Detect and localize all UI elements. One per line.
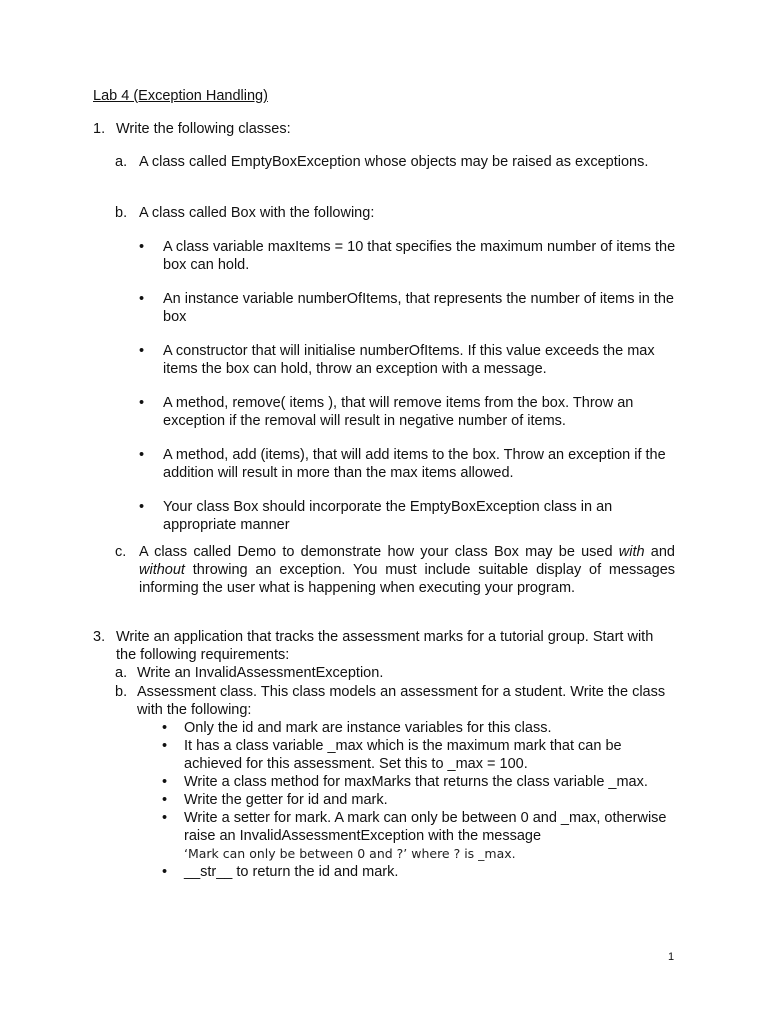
list-item: • It has a class variable _max which is the maximum mark that can be achieved for this assessment. Set this to _max = 100.: [162, 738, 622, 772]
question-1a-label: a.: [115, 154, 128, 170]
question-3b-bullets: [160, 719, 680, 881]
question-1-text: Write the following classes:: [116, 121, 291, 137]
document-title: Lab 4 (Exception Handling): [93, 88, 268, 104]
list-item: • A constructor that will initialise numberOfItems. If this value exceeds the max items the box can hold, throw an exception with a message.: [139, 343, 655, 377]
question-3b-text: Assessment class. This class models an assessment for a student. Write the class with the following:: [137, 684, 666, 718]
question-1-number: 1.: [93, 121, 106, 137]
question-1b-label: b.: [115, 205, 128, 221]
bullet-icon: •: [162, 774, 168, 790]
question-1c-label: c.: [115, 544, 127, 560]
question-3a-text: Write an InvalidAssessmentException.: [137, 665, 384, 681]
list-item: • A method, remove( items ), that will remove items from the box. Throw an exception if the removal will result in negative number of items.: [139, 395, 634, 429]
bullet-icon: •: [139, 499, 145, 515]
list-item: • Only the id and mark are instance variables for this class.: [162, 720, 552, 736]
question-1c-text: A class called Demo to demonstrate how your class Box may be used with and without throwing an exception. You must include suitable display of messages informing the user what is happening when executing your program.: [139, 544, 676, 596]
list-item: • Write a setter for mark. A mark can only be between 0 and _max, otherwise raise an InvalidAssessmentException with the message ‘Mark can only be between 0 and ?’ where ? is _max.: [162, 810, 667, 861]
bullet-icon: •: [139, 291, 145, 307]
bullet-icon: •: [139, 447, 145, 463]
list-item: • Write a class method for maxMarks that returns the class variable _max.: [162, 774, 648, 790]
list-item: • A method, add (items), that will add items to the box. Throw an exception if the addition will result in more than the max items allowed.: [139, 447, 666, 481]
question-3-text: Write an application that tracks the assessment marks for a tutorial group. Start with the following requirements:: [116, 629, 654, 663]
list-item: • An instance variable numberOfItems, that represents the number of items in the box: [139, 291, 674, 325]
bullet-icon: •: [162, 864, 168, 880]
question-1b-text: A class called Box with the following:: [139, 205, 375, 221]
question-1a-text: A class called EmptyBoxException whose objects may be raised as exceptions.: [139, 154, 649, 170]
bullet-icon: •: [162, 792, 168, 808]
question-3-number: 3.: [93, 629, 106, 645]
list-item: • A class variable maxItems = 10 that specifies the maximum number of items the box can hold.: [139, 239, 676, 273]
question-3b-label: b.: [115, 684, 128, 700]
bullet-icon: •: [139, 239, 145, 255]
list-item: • Your class Box should incorporate the EmptyBoxException class in an appropriate manner: [139, 499, 613, 533]
page-number: 1: [668, 951, 675, 963]
bullet-icon: •: [162, 720, 168, 736]
bullet-icon: •: [139, 395, 145, 411]
question-1b-bullets: [137, 238, 677, 534]
list-item: • Write the getter for id and mark.: [162, 792, 388, 808]
list-item: • __str__ to return the id and mark.: [162, 864, 399, 880]
bullet-icon: •: [162, 810, 168, 826]
bullet-icon: •: [139, 343, 145, 359]
question-3a-label: a.: [115, 665, 128, 681]
error-message-text: ‘Mark can only be between 0 and ?’ where ? is _max.: [184, 846, 516, 861]
bullet-icon: •: [162, 738, 168, 754]
